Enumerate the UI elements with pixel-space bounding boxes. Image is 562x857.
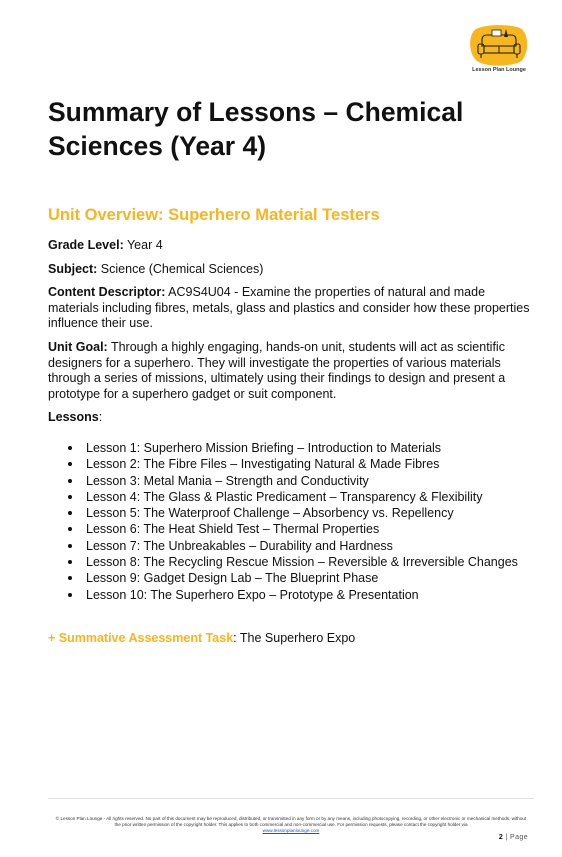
couch-logo-icon	[468, 24, 530, 66]
grade-level-label: Grade Level:	[48, 238, 124, 252]
footer-divider	[48, 798, 534, 799]
copyright-text: © Lesson Plan Lounge - All rights reserved. No part of this document may be reproduced, distributed, or transmitted in any form or by any means, including photocopying, recording, or other electronic or mechanical methods, without the prior written permission of the copyright holder. This applies to both commercial and non-commercial use. For permission requests, please contact the copyright holder via	[55, 816, 527, 827]
page-separator: |	[503, 834, 511, 841]
lesson-item: Lesson 7: The Unbreakables – Durability and Hardness	[86, 538, 538, 554]
assessment-line	[48, 631, 538, 647]
lessons-colon: :	[98, 410, 103, 425]
unit-goal-line	[48, 340, 538, 402]
assessment-value: : The Superhero Expo	[233, 630, 356, 645]
unit-overview-heading: Unit Overview: Superhero Material Testers	[48, 206, 380, 224]
lesson-plan-lounge-logo	[464, 24, 534, 80]
assessment-label: + Summative Assessment Task	[48, 630, 234, 645]
lesson-item: Lesson 2: The Fibre Files – Investigating Natural & Made Fibres	[86, 456, 538, 472]
subject-value: Science (Chemical Sciences)	[100, 261, 264, 276]
lesson-item: Lesson 3: Metal Mania – Strength and Conductivity	[86, 473, 538, 489]
page-number	[499, 834, 528, 841]
grade-level-value: Year 4	[126, 238, 163, 252]
content-descriptor-value: AC9S4U04 - Examine the properties of natural and made materials including fibres, metals, glass and plastics and consider how these properties influence their use.	[48, 285, 530, 331]
lesson-item: Lesson 10: The Superhero Expo – Prototype & Presentation	[86, 587, 538, 603]
subject-line	[48, 262, 538, 278]
lesson-item: Lesson 6: The Heat Shield Test – Thermal Properties	[86, 521, 538, 537]
content-descriptor-line	[48, 285, 538, 332]
lessons-list	[48, 440, 538, 603]
lessons-heading-line	[48, 410, 538, 426]
unit-goal-label: Unit Goal:	[48, 339, 108, 354]
page-title: Summary of Lessons – Chemical Sciences (Year 4)	[48, 97, 464, 161]
content-descriptor-label: Content Descriptor:	[48, 285, 166, 300]
page-word: Page	[510, 834, 528, 841]
page-number-value: 2	[498, 834, 504, 841]
lesson-item: Lesson 5: The Waterproof Challenge – Absorbency vs. Repellency	[86, 505, 538, 521]
website-link[interactable]: www.lessonplanlounge.com	[262, 828, 320, 833]
grade-level-line	[48, 238, 538, 254]
lesson-item: Lesson 1: Superhero Mission Briefing – Introduction to Materials	[86, 440, 538, 456]
unit-goal-value: Through a highly engaging, hands-on unit, students will act as scientific designers for a superhero. They will investigate the properties of various materials through a series of missions, ultimately using their findings to design and present a prototype for a superhero gadget or suit component.	[48, 339, 506, 401]
main-content	[48, 205, 538, 655]
footer-copyright	[52, 816, 530, 834]
logo-text: Lesson Plan Lounge	[472, 67, 526, 73]
lesson-item: Lesson 8: The Recycling Rescue Mission – Reversible & Irreversible Changes	[86, 554, 538, 570]
lesson-item: Lesson 4: The Glass & Plastic Predicament – Transparency & Flexibility	[86, 489, 538, 505]
lessons-label: Lessons	[48, 410, 99, 425]
lesson-item: Lesson 9: Gadget Design Lab – The Blueprint Phase	[86, 570, 538, 586]
subject-label: Subject:	[48, 261, 98, 276]
